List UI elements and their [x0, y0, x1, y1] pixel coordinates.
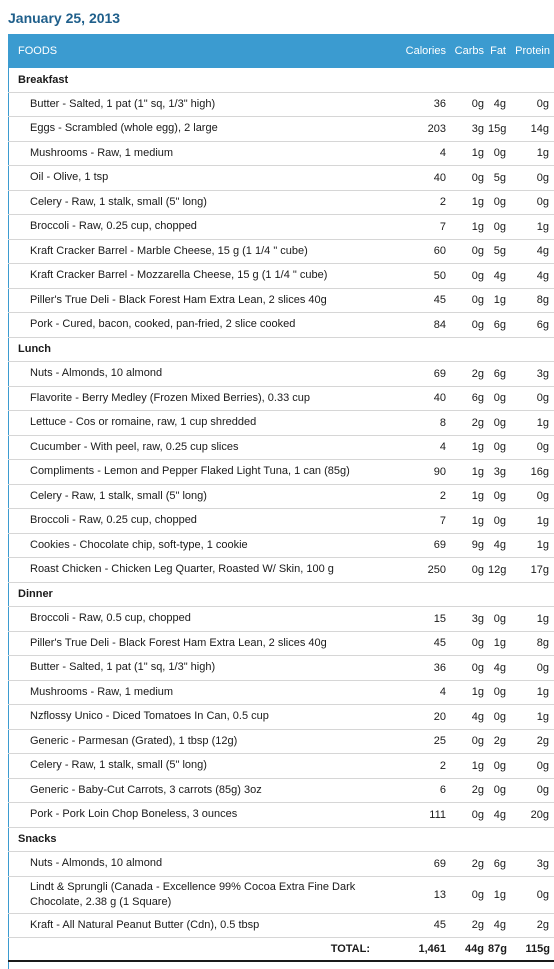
food-name-link[interactable]: Celery - Raw, 1 stalk, small (5" long) [8, 484, 392, 509]
fat-cell: 0g [488, 509, 510, 534]
fat-cell: 4g [488, 913, 510, 938]
protein-cell: 1g [510, 141, 554, 166]
meal-header-row [8, 827, 554, 852]
table-row [8, 92, 554, 117]
calories-cell: 20 [392, 705, 450, 730]
protein-cell: 0g [510, 656, 554, 681]
calories-cell: 90 [392, 460, 450, 485]
meal-header-row [8, 68, 554, 92]
table-row [8, 852, 554, 877]
table-row [8, 729, 554, 754]
carbs-cell: 1g [450, 460, 488, 485]
table-row [8, 754, 554, 779]
carbs-cell: 2g [450, 362, 488, 387]
table-row [8, 778, 554, 803]
calories-cell: 6 [392, 778, 450, 803]
fat-cell: 0g [488, 705, 510, 730]
fat-cell: 5g [488, 166, 510, 191]
calories-cell: 4 [392, 435, 450, 460]
food-name-link[interactable]: Kraft Cracker Barrel - Mozzarella Cheese, 15 g (1 1/4 " cube) [8, 264, 392, 289]
table-body [8, 68, 554, 961]
fat-cell: 2g [488, 729, 510, 754]
calories-cell: 7 [392, 509, 450, 534]
food-name-link[interactable]: Lettuce - Cos or romaine, raw, 1 cup shredded [8, 411, 392, 436]
fat-cell: 0g [488, 680, 510, 705]
table-row [8, 803, 554, 828]
protein-column-header: Protein [510, 34, 554, 68]
total-row [8, 938, 554, 962]
total-label: TOTAL: [8, 938, 392, 962]
calories-cell: 69 [392, 533, 450, 558]
protein-cell: 0g [510, 435, 554, 460]
calories-cell: 84 [392, 313, 450, 338]
fat-cell: 4g [488, 656, 510, 681]
protein-cell: 1g [510, 411, 554, 436]
table-row [8, 509, 554, 534]
food-name-link[interactable]: Nzflossy Unico - Diced Tomatoes In Can, 0.5 cup [8, 705, 392, 730]
food-name-link[interactable]: Mushrooms - Raw, 1 medium [8, 680, 392, 705]
calories-cell: 203 [392, 117, 450, 142]
fat-cell: 0g [488, 484, 510, 509]
food-name-link[interactable]: Celery - Raw, 1 stalk, small (5" long) [8, 190, 392, 215]
carbs-cell: 2g [450, 852, 488, 877]
table-row [8, 117, 554, 142]
table-row [8, 484, 554, 509]
fat-cell: 0g [488, 411, 510, 436]
table-row [8, 705, 554, 730]
protein-cell: 1g [510, 607, 554, 632]
food-name-link[interactable]: Flavorite - Berry Medley (Frozen Mixed Berries), 0.33 cup [8, 386, 392, 411]
food-name-link[interactable]: Oil - Olive, 1 tsp [8, 166, 392, 191]
calories-cell: 2 [392, 754, 450, 779]
fat-cell: 0g [488, 190, 510, 215]
carbs-cell: 2g [450, 913, 488, 938]
table-row [8, 239, 554, 264]
carbs-cell: 3g [450, 117, 488, 142]
meal-name: Lunch [8, 337, 554, 362]
table-row [8, 533, 554, 558]
carbs-column-header: Carbs [450, 34, 488, 68]
meal-name: Dinner [8, 582, 554, 607]
food-name-link[interactable]: Mushrooms - Raw, 1 medium [8, 141, 392, 166]
food-name-link[interactable]: Piller's True Deli - Black Forest Ham Extra Lean, 2 slices 40g [8, 631, 392, 656]
protein-cell: 2g [510, 729, 554, 754]
food-name-link[interactable]: Pork - Pork Loin Chop Boneless, 3 ounces [8, 803, 392, 828]
protein-cell: 8g [510, 288, 554, 313]
calories-cell: 69 [392, 362, 450, 387]
calories-cell: 50 [392, 264, 450, 289]
calories-cell: 8 [392, 411, 450, 436]
calories-cell: 111 [392, 803, 450, 828]
table-row [8, 362, 554, 387]
protein-cell: 4g [510, 239, 554, 264]
carbs-cell: 1g [450, 680, 488, 705]
calories-cell: 4 [392, 680, 450, 705]
food-name-link[interactable]: Nuts - Almonds, 10 almond [8, 852, 392, 877]
food-name-link[interactable]: Butter - Salted, 1 pat (1" sq, 1/3" high) [8, 656, 392, 681]
calories-cell: 15 [392, 607, 450, 632]
food-name-link[interactable]: Cucumber - With peel, raw, 0.25 cup slices [8, 435, 392, 460]
calories-cell: 40 [392, 166, 450, 191]
table-row [8, 913, 554, 938]
protein-cell: 1g [510, 680, 554, 705]
carbs-cell: 1g [450, 141, 488, 166]
fat-cell: 4g [488, 92, 510, 117]
table-row [8, 460, 554, 485]
carbs-cell: 0g [450, 239, 488, 264]
total-fat: 87g [488, 938, 510, 962]
fat-cell: 1g [488, 631, 510, 656]
food-name-link[interactable]: Roast Chicken - Chicken Leg Quarter, Roasted W/ Skin, 100 g [8, 558, 392, 583]
carbs-cell: 0g [450, 656, 488, 681]
food-diary-table [8, 34, 554, 962]
food-name-link[interactable]: Kraft Cracker Barrel - Marble Cheese, 15 g (1 1/4 " cube) [8, 239, 392, 264]
food-name-link[interactable]: Generic - Parmesan (Grated), 1 tbsp (12g) [8, 729, 392, 754]
fat-cell: 0g [488, 215, 510, 240]
protein-cell: 0g [510, 484, 554, 509]
food-name-link[interactable]: Broccoli - Raw, 0.5 cup, chopped [8, 607, 392, 632]
protein-cell: 1g [510, 705, 554, 730]
carbs-cell: 0g [450, 876, 488, 913]
fat-cell: 4g [488, 533, 510, 558]
calories-cell: 45 [392, 913, 450, 938]
protein-cell: 1g [510, 509, 554, 534]
table-row [8, 435, 554, 460]
carbs-cell: 0g [450, 803, 488, 828]
fat-cell: 0g [488, 386, 510, 411]
carbs-cell: 0g [450, 264, 488, 289]
protein-cell: 8g [510, 631, 554, 656]
calories-cell: 7 [392, 215, 450, 240]
table-row [8, 190, 554, 215]
table-row [8, 656, 554, 681]
protein-cell: 4g [510, 264, 554, 289]
carbs-cell: 1g [450, 190, 488, 215]
table-row [8, 288, 554, 313]
calories-cell: 4 [392, 141, 450, 166]
protein-cell: 20g [510, 803, 554, 828]
protein-cell: 0g [510, 876, 554, 913]
food-name-link[interactable]: Lindt & Sprungli (Canada - Excellence 99% Cocoa Extra Fine Dark Chocolate, 2.38 g (1 Square) [8, 876, 392, 913]
fat-cell: 6g [488, 852, 510, 877]
fat-cell: 15g [488, 117, 510, 142]
protein-cell: 0g [510, 754, 554, 779]
total-protein: 115g [510, 938, 554, 962]
fat-cell: 0g [488, 435, 510, 460]
carbs-cell: 0g [450, 631, 488, 656]
food-name-link[interactable]: Nuts - Almonds, 10 almond [8, 362, 392, 387]
carbs-cell: 0g [450, 166, 488, 191]
meal-name: Breakfast [8, 68, 554, 92]
calories-column-header: Calories [392, 34, 450, 68]
protein-cell: 0g [510, 166, 554, 191]
table-row [8, 141, 554, 166]
table-row [8, 680, 554, 705]
fat-cell: 1g [488, 288, 510, 313]
fat-cell: 12g [488, 558, 510, 583]
carbs-cell: 2g [450, 411, 488, 436]
table-row [8, 558, 554, 583]
table-row [8, 631, 554, 656]
calories-cell: 45 [392, 631, 450, 656]
table-header [8, 34, 554, 68]
carbs-cell: 1g [450, 484, 488, 509]
food-name-link[interactable]: Celery - Raw, 1 stalk, small (5" long) [8, 754, 392, 779]
protein-cell: 1g [510, 215, 554, 240]
carbs-cell: 0g [450, 313, 488, 338]
carbs-cell: 0g [450, 729, 488, 754]
food-name-link[interactable]: Compliments - Lemon and Pepper Flaked Light Tuna, 1 can (85g) [8, 460, 392, 485]
calories-cell: 60 [392, 239, 450, 264]
carbs-cell: 1g [450, 215, 488, 240]
calories-cell: 45 [392, 288, 450, 313]
fat-cell: 1g [488, 876, 510, 913]
protein-cell: 0g [510, 190, 554, 215]
protein-cell: 2g [510, 913, 554, 938]
calories-cell: 250 [392, 558, 450, 583]
protein-cell: 3g [510, 362, 554, 387]
food-name-link[interactable]: Cookies - Chocolate chip, soft-type, 1 cookie [8, 533, 392, 558]
food-name-link[interactable]: Broccoli - Raw, 0.25 cup, chopped [8, 509, 392, 534]
fat-cell: 0g [488, 141, 510, 166]
meal-header-row [8, 582, 554, 607]
table-row [8, 876, 554, 913]
calories-cell: 40 [392, 386, 450, 411]
total-calories: 1,461 [392, 938, 450, 962]
food-name-link[interactable]: Kraft - All Natural Peanut Butter (Cdn), 0.5 tbsp [8, 913, 392, 938]
calories-cell: 13 [392, 876, 450, 913]
fat-cell: 0g [488, 607, 510, 632]
diary-date: January 25, 2013 [8, 10, 121, 26]
fat-cell: 4g [488, 264, 510, 289]
food-name-link[interactable]: Piller's True Deli - Black Forest Ham Extra Lean, 2 slices 40g [8, 288, 392, 313]
fat-cell: 5g [488, 239, 510, 264]
table-row [8, 313, 554, 338]
protein-cell: 0g [510, 386, 554, 411]
calories-cell: 25 [392, 729, 450, 754]
fat-column-header: Fat [488, 34, 510, 68]
protein-cell: 0g [510, 778, 554, 803]
fat-cell: 3g [488, 460, 510, 485]
carbs-cell: 1g [450, 754, 488, 779]
table-row [8, 215, 554, 240]
protein-cell: 1g [510, 533, 554, 558]
table-row [8, 386, 554, 411]
table-row [8, 607, 554, 632]
meal-header-row [8, 337, 554, 362]
fat-cell: 4g [488, 803, 510, 828]
fat-cell: 0g [488, 778, 510, 803]
food-name-link[interactable]: Eggs - Scrambled (whole egg), 2 large [8, 117, 392, 142]
calories-cell: 2 [392, 190, 450, 215]
carbs-cell: 0g [450, 558, 488, 583]
food-name-link[interactable]: Generic - Baby-Cut Carrots, 3 carrots (85g) 3oz [8, 778, 392, 803]
protein-cell: 6g [510, 313, 554, 338]
fat-cell: 0g [488, 754, 510, 779]
calories-cell: 36 [392, 656, 450, 681]
carbs-cell: 6g [450, 386, 488, 411]
table-row [8, 264, 554, 289]
carbs-cell: 4g [450, 705, 488, 730]
carbs-cell: 0g [450, 92, 488, 117]
carbs-cell: 1g [450, 435, 488, 460]
protein-cell: 0g [510, 92, 554, 117]
carbs-cell: 2g [450, 778, 488, 803]
carbs-cell: 0g [450, 288, 488, 313]
calories-cell: 69 [392, 852, 450, 877]
table-row [8, 166, 554, 191]
calories-cell: 36 [392, 92, 450, 117]
protein-cell: 17g [510, 558, 554, 583]
carbs-cell: 9g [450, 533, 488, 558]
total-carbs: 44g [450, 938, 488, 962]
calories-cell: 2 [392, 484, 450, 509]
food-name-link[interactable]: Pork - Cured, bacon, cooked, pan-fried, 2 slice cooked [8, 313, 392, 338]
protein-cell: 3g [510, 852, 554, 877]
fat-cell: 6g [488, 362, 510, 387]
foods-column-header: FOODS [8, 34, 392, 68]
protein-cell: 14g [510, 117, 554, 142]
table-row [8, 411, 554, 436]
protein-cell: 16g [510, 460, 554, 485]
meal-name: Snacks [8, 827, 554, 852]
carbs-cell: 3g [450, 607, 488, 632]
food-name-link[interactable]: Butter - Salted, 1 pat (1" sq, 1/3" high) [8, 92, 392, 117]
food-name-link[interactable]: Broccoli - Raw, 0.25 cup, chopped [8, 215, 392, 240]
carbs-cell: 1g [450, 509, 488, 534]
fat-cell: 6g [488, 313, 510, 338]
